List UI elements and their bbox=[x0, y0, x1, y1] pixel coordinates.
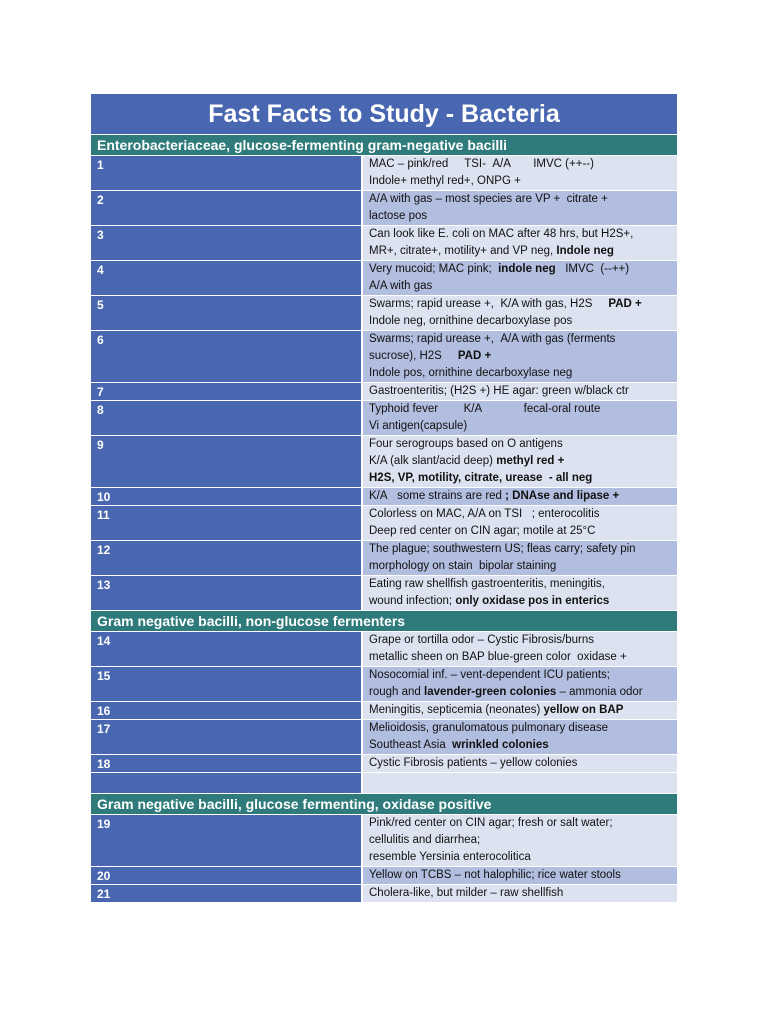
description-line bbox=[369, 208, 673, 225]
text: A/A with gas – most species are VP + citrate + bbox=[369, 193, 608, 205]
description-line bbox=[369, 667, 673, 684]
row-number: 17 bbox=[91, 720, 363, 754]
text: Grape or tortilla odor – Cystic Fibrosis/burns bbox=[369, 634, 594, 646]
row-description bbox=[363, 885, 677, 902]
description-line bbox=[369, 278, 673, 295]
bold-text: Indole neg bbox=[556, 245, 614, 257]
row-number: 16 bbox=[91, 702, 363, 719]
row-description bbox=[363, 156, 677, 190]
text: K/A (alk slant/acid deep) bbox=[369, 455, 497, 467]
table-row bbox=[91, 755, 677, 773]
text: K/A some strains are red bbox=[369, 490, 506, 502]
description-line bbox=[369, 523, 673, 540]
text: Four serogroups based on O antigens bbox=[369, 438, 563, 450]
bold-text: indole neg bbox=[498, 263, 556, 275]
row-number: 12 bbox=[91, 541, 363, 575]
row-description bbox=[363, 191, 677, 225]
row-description bbox=[363, 867, 677, 884]
row-description bbox=[363, 436, 677, 487]
table-row bbox=[91, 191, 677, 226]
description-line bbox=[369, 436, 673, 453]
description-line bbox=[369, 226, 673, 243]
bold-text: only oxidase pos in enterics bbox=[455, 595, 610, 607]
row-description bbox=[363, 720, 677, 754]
description-line bbox=[369, 418, 673, 435]
table-row bbox=[91, 296, 677, 331]
row-description bbox=[363, 702, 677, 719]
table-body bbox=[91, 135, 677, 903]
bold-text: PAD + bbox=[457, 350, 492, 362]
description-line bbox=[369, 296, 673, 313]
page-title: Fast Facts to Study - Bacteria bbox=[91, 94, 677, 135]
description-line bbox=[369, 401, 673, 418]
bold-text: methyl red + bbox=[496, 455, 565, 467]
description-line bbox=[369, 383, 673, 400]
row-number: 18 bbox=[91, 755, 363, 772]
text: rough and bbox=[369, 686, 424, 698]
description-line bbox=[369, 849, 673, 866]
bold-text: H2S, VP, motility, citrate, urease - all neg bbox=[369, 472, 593, 484]
bold-text: PAD + bbox=[608, 298, 642, 310]
text: Very mucoid; MAC pink; bbox=[369, 263, 499, 275]
text: resemble Yersinia enterocolitica bbox=[369, 851, 531, 863]
text: Swarms; rapid urease +, K/A with gas, H2S bbox=[369, 298, 609, 310]
table-row bbox=[91, 720, 677, 755]
description-line bbox=[369, 365, 673, 382]
text: Colorless on MAC, A/A on TSI ; enterocolitis bbox=[369, 508, 600, 520]
row-number: 10 bbox=[91, 488, 363, 505]
fact-sheet-table bbox=[91, 94, 677, 903]
table-row bbox=[91, 226, 677, 261]
text: Melioidosis, granulomatous pulmonary disease bbox=[369, 722, 609, 734]
table-row bbox=[91, 815, 677, 867]
row-description bbox=[363, 331, 677, 382]
table-row bbox=[91, 867, 677, 885]
description-line bbox=[369, 815, 673, 832]
description-line bbox=[369, 832, 673, 849]
row-description bbox=[363, 667, 677, 701]
table-row bbox=[91, 632, 677, 667]
table-row bbox=[91, 331, 677, 383]
text: Can look like E. coli on MAC after 48 hrs, but H2S+, bbox=[369, 228, 634, 240]
text: Gastroenteritis; (H2S +) HE agar: green w/black ctr bbox=[369, 385, 629, 397]
text: Typhoid fever K/A fecal-oral route bbox=[369, 403, 601, 415]
row-description bbox=[363, 488, 677, 505]
row-number: 3 bbox=[91, 226, 363, 260]
row-number: 2 bbox=[91, 191, 363, 225]
bold-text: yellow on BAP bbox=[543, 704, 624, 716]
text: Indole neg, ornithine decarboxylase pos bbox=[369, 315, 573, 327]
description-line bbox=[369, 576, 673, 593]
description-line bbox=[369, 702, 673, 719]
description-line bbox=[369, 488, 673, 505]
description-line bbox=[369, 632, 673, 649]
text: sucrose), H2S bbox=[369, 350, 458, 362]
table-row bbox=[91, 156, 677, 191]
row-number: 8 bbox=[91, 401, 363, 435]
row-description bbox=[363, 632, 677, 666]
row-number: 9 bbox=[91, 436, 363, 487]
row-number: 21 bbox=[91, 885, 363, 902]
row-description bbox=[363, 541, 677, 575]
row-description bbox=[363, 261, 677, 295]
description-line bbox=[369, 348, 673, 365]
text: Deep red center on CIN agar; motile at 25°C bbox=[369, 525, 596, 537]
text: Meningitis, septicemia (neonates) bbox=[369, 704, 544, 716]
text: A/A with gas bbox=[369, 280, 433, 292]
row-description bbox=[363, 576, 677, 610]
row-description bbox=[363, 226, 677, 260]
table-row bbox=[91, 261, 677, 296]
text: Cystic Fibrosis patients – yellow colonies bbox=[369, 757, 578, 769]
row-description bbox=[363, 401, 677, 435]
row-number: 19 bbox=[91, 815, 363, 866]
description-line bbox=[369, 541, 673, 558]
description-line bbox=[369, 191, 673, 208]
description-line bbox=[369, 506, 673, 523]
row-number: 20 bbox=[91, 867, 363, 884]
table-row bbox=[91, 541, 677, 576]
text: IMVC (--++) bbox=[555, 263, 630, 275]
row-number: 13 bbox=[91, 576, 363, 610]
bold-text: lavender-green colonies bbox=[424, 686, 557, 698]
row-description bbox=[363, 506, 677, 540]
row-description bbox=[363, 296, 677, 330]
table-row bbox=[91, 506, 677, 541]
section-heading: Enterobacteriaceae, glucose-fermenting gram-negative bacilli bbox=[91, 135, 677, 156]
text: Vi antigen(capsule) bbox=[369, 420, 468, 432]
text: MAC – pink/red TSI- A/A IMVC (++--) bbox=[369, 158, 594, 170]
table-row bbox=[91, 488, 677, 506]
row-number: 6 bbox=[91, 331, 363, 382]
description-line bbox=[369, 593, 673, 610]
row-description bbox=[363, 383, 677, 400]
table-row bbox=[91, 401, 677, 436]
row-description bbox=[363, 815, 677, 866]
row-number: 11 bbox=[91, 506, 363, 540]
table-row bbox=[91, 667, 677, 702]
description-line bbox=[369, 558, 673, 575]
text: Southeast Asia bbox=[369, 739, 453, 751]
text: Indole pos, ornithine decarboxylase neg bbox=[369, 367, 573, 379]
description-line bbox=[369, 156, 673, 173]
description-line bbox=[369, 755, 673, 772]
description-line bbox=[369, 720, 673, 737]
description-line bbox=[369, 470, 673, 487]
description-line bbox=[369, 453, 673, 470]
table-row bbox=[91, 885, 677, 903]
text: The plague; southwestern US; fleas carry; safety pin bbox=[369, 543, 636, 555]
description-line bbox=[369, 885, 673, 902]
blank-row bbox=[91, 773, 677, 794]
text: MR+, citrate+, motility+ and VP neg, bbox=[369, 245, 557, 257]
row-number bbox=[91, 773, 363, 793]
text: wound infection; bbox=[369, 595, 456, 607]
text: Yellow on TCBS – not halophilic; rice water stools bbox=[369, 869, 621, 881]
text: metallic sheen on BAP blue-green color oxidase + bbox=[369, 651, 627, 663]
table-row bbox=[91, 383, 677, 401]
description-line bbox=[369, 173, 673, 190]
text: Eating raw shellfish gastroenteritis, meningitis, bbox=[369, 578, 605, 590]
row-description bbox=[363, 755, 677, 772]
row-number: 7 bbox=[91, 383, 363, 400]
section-heading: Gram negative bacilli, glucose fermenting, oxidase positive bbox=[91, 794, 677, 815]
row-number: 4 bbox=[91, 261, 363, 295]
description-line bbox=[369, 737, 673, 754]
bold-text: ; DNAse and lipase + bbox=[505, 490, 620, 502]
description-line bbox=[369, 649, 673, 666]
bold-text: wrinkled colonies bbox=[452, 739, 549, 751]
text: Pink/red center on CIN agar; fresh or salt water; bbox=[369, 817, 613, 829]
section-heading: Gram negative bacilli, non-glucose fermenters bbox=[91, 611, 677, 632]
text: Indole+ methyl red+, ONPG + bbox=[369, 175, 521, 187]
table-row bbox=[91, 702, 677, 720]
description-line bbox=[369, 684, 673, 701]
row-description bbox=[363, 773, 677, 793]
text: cellulitis and diarrhea; bbox=[369, 834, 481, 846]
description-line bbox=[369, 331, 673, 348]
row-number: 5 bbox=[91, 296, 363, 330]
description-line bbox=[369, 313, 673, 330]
text: morphology on stain bipolar staining bbox=[369, 560, 557, 572]
text: Cholera-like, but milder – raw shellfish bbox=[369, 887, 564, 899]
description-line bbox=[369, 261, 673, 278]
row-number: 1 bbox=[91, 156, 363, 190]
row-number: 15 bbox=[91, 667, 363, 701]
text: Swarms; rapid urease +, A/A with gas (ferments bbox=[369, 333, 616, 345]
description-line bbox=[369, 867, 673, 884]
table-row bbox=[91, 436, 677, 488]
description-line bbox=[369, 243, 673, 260]
table-row bbox=[91, 576, 677, 611]
text: Nosocomial inf. – vent-dependent ICU patients; bbox=[369, 669, 610, 681]
row-number: 14 bbox=[91, 632, 363, 666]
text: – ammonia odor bbox=[556, 686, 643, 698]
text: lactose pos bbox=[369, 210, 428, 222]
